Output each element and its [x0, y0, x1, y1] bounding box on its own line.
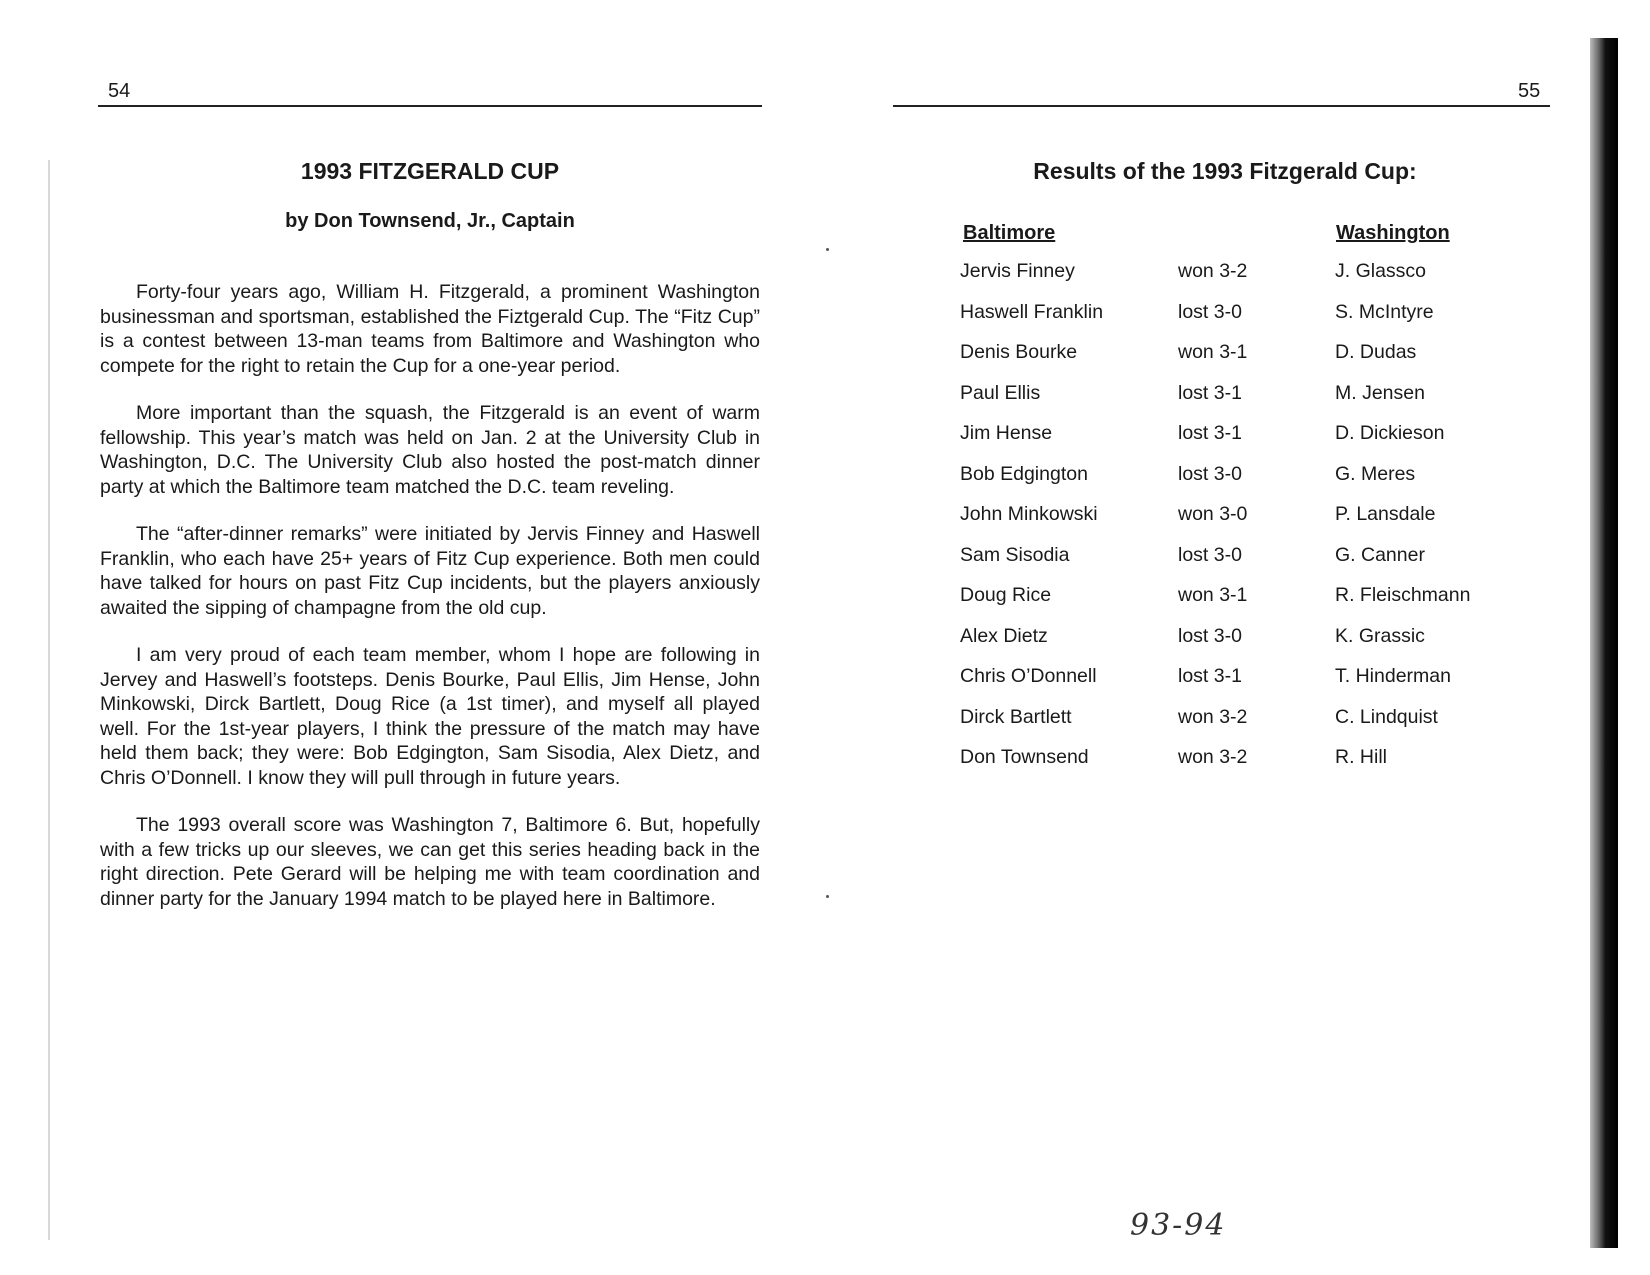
results-table: [960, 260, 1520, 787]
match-result: lost 3-1: [1178, 665, 1242, 687]
table-row: [960, 706, 1520, 747]
article-title: 1993 FITZGERALD CUP: [300, 158, 560, 184]
table-row: [960, 665, 1520, 706]
table-row: [960, 503, 1520, 544]
washington-player: K. Grassic: [1335, 624, 1425, 647]
paragraph: Forty-four years ago, William H. Fitzgerald, a prominent Washington businessman and sportsman, established the Fiztgerald Cup. The “Fitz Cup” is a contest between 13-man teams from Baltimore and Washington who compete for the right to retain the Cup for a one-year period.: [100, 281, 760, 377]
table-row: [960, 341, 1520, 382]
washington-player: T. Hinderman: [1335, 665, 1451, 687]
scan-left-edge: [48, 160, 50, 1240]
washington-player: G. Canner: [1335, 543, 1425, 566]
baltimore-player: Jim Hense: [960, 422, 1053, 444]
table-row: [960, 301, 1520, 342]
washington-player: D. Dudas: [1335, 341, 1417, 363]
match-result: won 3-2: [1178, 260, 1248, 282]
paragraph: The 1993 overall score was Washington 7, Baltimore 6. But, hopefully with a few tricks up our sleeves, we can get this series heading back in the right direction. Pete Gerard will be helping me with team coordination and dinner party for the January 1994 match to be played here in Baltimore.: [100, 814, 760, 910]
match-result: lost 3-0: [1178, 462, 1242, 485]
match-result: won 3-1: [1178, 341, 1248, 363]
baltimore-player: Alex Dietz: [960, 624, 1048, 647]
article-byline: by Don Townsend, Jr., Captain: [285, 210, 575, 232]
washington-player: P. Lansdale: [1335, 503, 1436, 525]
washington-player: S. McIntyre: [1335, 300, 1434, 323]
washington-player: D. Dickieson: [1335, 422, 1445, 444]
washington-player: R. Fleischmann: [1335, 584, 1471, 606]
handwritten-note: 93-94: [1130, 1208, 1227, 1243]
baltimore-player: Jervis Finney: [960, 260, 1075, 282]
page-number-right: 55: [1518, 80, 1541, 102]
baltimore-player: Bob Edgington: [960, 462, 1088, 485]
baltimore-player: John Minkowski: [960, 503, 1098, 525]
page-number-left: 54: [108, 80, 131, 102]
column-header-baltimore: Baltimore: [963, 222, 1056, 244]
match-result: won 3-2: [1178, 746, 1248, 768]
header-rule-right: [893, 105, 1550, 107]
table-row: [960, 463, 1520, 504]
baltimore-player: Denis Bourke: [960, 341, 1078, 363]
results-title: Results of the 1993 Fitzgerald Cup:: [1033, 158, 1417, 184]
match-result: lost 3-0: [1178, 624, 1242, 647]
washington-player: M. Jensen: [1335, 381, 1425, 404]
baltimore-player: Chris O’Donnell: [960, 665, 1097, 687]
paragraph: The “after-dinner remarks” were initiated by Jervis Finney and Haswell Franklin, who each have 25+ years of Fitz Cup experience. Both men could have talked for hours on past Fitz Cup incidents, but the players anxiously awaited the sipping of champagne from the old cup.: [100, 523, 760, 619]
baltimore-player: Haswell Franklin: [960, 300, 1104, 323]
table-row: [960, 260, 1520, 301]
table-row: [960, 625, 1520, 666]
baltimore-player: Doug Rice: [960, 584, 1052, 606]
paragraph: I am very proud of each team member, whom I hope are following in Jervey and Haswell’s footsteps. Denis Bourke, Paul Ellis, Jim Hense, John Minkowski, Dirck Bartlett, Doug Rice (a 1st timer), and myself all played well. For the 1st-year players, I think the pressure of the match may have held them back; they were: Bob Edgington, Sam Sisodia, Alex Dietz, and Chris O’Donnell. I know they will pull through in future years.: [100, 644, 760, 789]
match-result: lost 3-1: [1178, 422, 1242, 444]
washington-player: R. Hill: [1335, 746, 1387, 768]
match-result: lost 3-1: [1178, 381, 1242, 404]
baltimore-player: Paul Ellis: [960, 381, 1041, 404]
gutter-speck: [826, 895, 829, 898]
header-rule-left: [98, 105, 762, 107]
match-result: lost 3-0: [1178, 300, 1242, 323]
gutter-speck: [826, 248, 829, 251]
article-body: [100, 280, 760, 934]
table-row: [960, 544, 1520, 585]
washington-player: C. Lindquist: [1335, 705, 1438, 728]
match-result: won 3-1: [1178, 584, 1248, 606]
washington-player: G. Meres: [1335, 462, 1416, 485]
table-row: [960, 382, 1520, 423]
match-result: won 3-2: [1178, 705, 1248, 728]
match-result: won 3-0: [1178, 503, 1248, 525]
column-header-washington: Washington: [1336, 222, 1450, 244]
table-row: [960, 422, 1520, 463]
baltimore-player: Dirck Bartlett: [960, 705, 1072, 728]
baltimore-player: Don Townsend: [960, 746, 1089, 768]
baltimore-player: Sam Sisodia: [960, 543, 1070, 566]
match-result: lost 3-0: [1178, 543, 1242, 566]
table-row: [960, 746, 1520, 787]
table-row: [960, 584, 1520, 625]
washington-player: J. Glassco: [1335, 260, 1427, 282]
scan-right-edge: [1590, 38, 1618, 1248]
paragraph: More important than the squash, the Fitzgerald is an event of warm fellowship. This year’s match was held on Jan. 2 at the University Club in Washington, D.C. The University Club also hosted the post-match dinner party at which the Baltimore team matched the D.C. team reveling.: [100, 402, 760, 498]
